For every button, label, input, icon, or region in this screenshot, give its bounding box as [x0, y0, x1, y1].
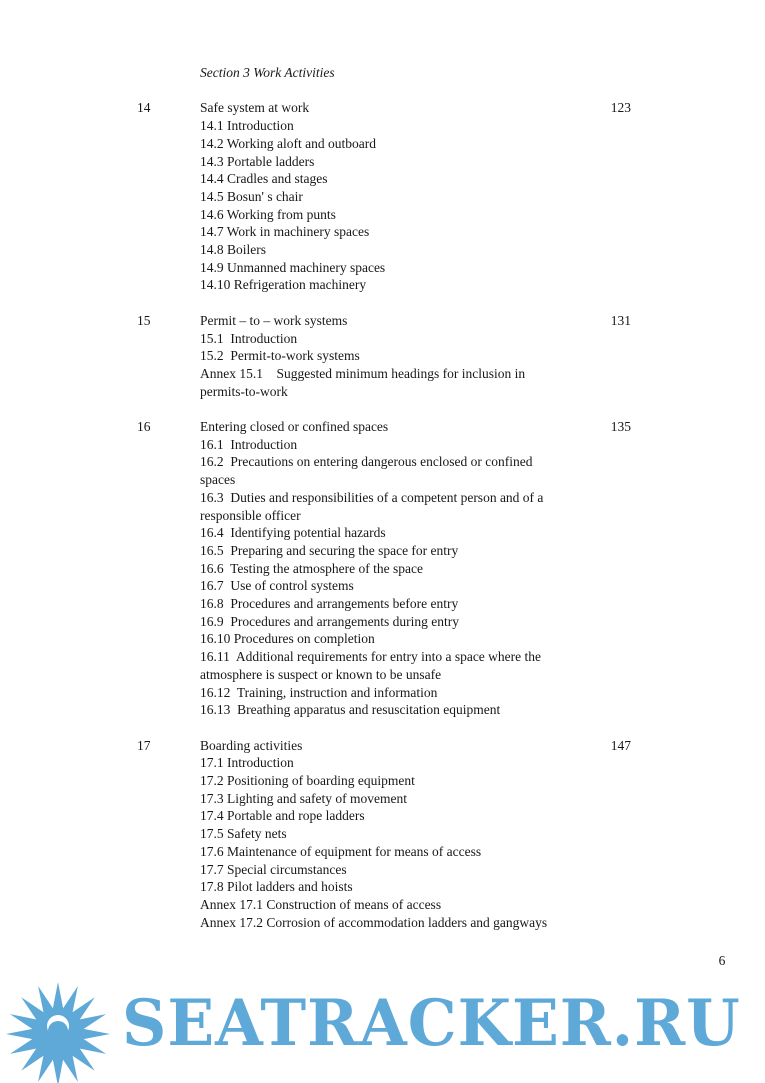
chapter-page-number: 135 [610, 419, 631, 435]
chapter-number: 14 [137, 100, 151, 116]
toc-item: 17.7 Special circumstances [200, 861, 347, 877]
toc-item: 17.4 Portable and rope ladders [200, 808, 365, 824]
toc-item: Annex 17.1 Construction of means of access [200, 896, 442, 912]
table-of-contents [137, 99, 631, 931]
chapter-title: Safe system at work [200, 100, 310, 116]
toc-item: 16.6 Testing the atmosphere of the space [200, 560, 423, 576]
chapter-title: Boarding activities [200, 737, 303, 753]
toc-chapter [137, 99, 631, 294]
toc-item: 16.13 Breathing apparatus and resuscitation equipment [200, 702, 501, 718]
chapter-items [200, 754, 552, 931]
toc-item: 16.12 Training, instruction and information [200, 684, 438, 700]
watermark [0, 971, 765, 1083]
toc-item: 14.3 Portable ladders [200, 153, 315, 169]
sun-icon [2, 978, 114, 1083]
toc-content [137, 64, 631, 931]
toc-item: 17.1 Introduction [200, 755, 294, 771]
toc-item: 16.5 Preparing and securing the space for entry [200, 542, 459, 558]
toc-item: 14.9 Unmanned machinery spaces [200, 259, 386, 275]
toc-item: 16.9 Procedures and arrangements during entry [200, 613, 460, 629]
toc-item: 16.2 Precautions on entering dangerous enclosed or confined spaces [200, 454, 536, 488]
toc-item: 17.5 Safety nets [200, 826, 287, 842]
chapter-items [200, 117, 552, 294]
toc-item: 17.3 Lighting and safety of movement [200, 790, 407, 806]
toc-item: 16.11 Additional requirements for entry into a space where the atmosphere is suspect or known to be unsafe [200, 649, 545, 682]
chapter-number: 16 [137, 419, 151, 435]
chapter-page-number: 131 [610, 312, 631, 328]
chapter-page-number: 147 [610, 737, 631, 753]
toc-item: 14.8 Boilers [200, 242, 266, 258]
toc-item: 14.4 Cradles and stages [200, 171, 328, 187]
toc-item: 14.7 Work in machinery spaces [200, 224, 370, 240]
toc-item: 14.10 Refrigeration machinery [200, 277, 367, 293]
chapter-title: Entering closed or confined spaces [200, 419, 389, 435]
chapter-heading [137, 99, 631, 117]
toc-chapter [137, 418, 631, 719]
chapter-heading [137, 737, 631, 755]
toc-item: 15.1 Introduction [200, 330, 298, 346]
chapter-number: 15 [137, 312, 151, 328]
toc-item: 16.1 Introduction [200, 436, 298, 452]
chapter-heading [137, 418, 631, 436]
toc-item: 14.5 Bosun' s chair [200, 188, 303, 204]
page-number: 6 [718, 953, 726, 968]
chapter-page-number: 123 [610, 100, 631, 116]
section-header: Section 3 Work Activities [200, 65, 335, 80]
toc-item: 16.4 Identifying potential hazards [200, 525, 386, 541]
toc-item: Annex 15.1 Suggested minimum headings for inclusion in permits-to-work [200, 365, 529, 399]
chapter-heading [137, 312, 631, 330]
toc-chapter [137, 312, 631, 401]
chapter-number: 17 [137, 737, 151, 753]
chapter-title: Permit – to – work systems [200, 312, 348, 328]
toc-chapter [137, 737, 631, 932]
toc-item: 14.2 Working aloft and outboard [200, 135, 377, 151]
watermark-text: SEATRACKER.RU [122, 986, 741, 1062]
toc-item: 17.8 Pilot ladders and hoists [200, 879, 353, 895]
toc-item: 15.2 Permit-to-work systems [200, 348, 360, 364]
toc-item: 17.2 Positioning of boarding equipment [200, 773, 415, 789]
toc-item: Annex 17.2 Corrosion of accommodation ladders and gangways [200, 914, 548, 930]
toc-item: 16.10 Procedures on completion [200, 631, 375, 647]
toc-item: 16.3 Duties and responsibilities of a competent person and of a responsible officer [200, 489, 547, 523]
toc-item: 14.6 Working from punts [200, 206, 336, 222]
toc-item: 16.8 Procedures and arrangements before entry [200, 596, 459, 612]
toc-item: 17.6 Maintenance of equipment for means of access [200, 843, 482, 859]
toc-item: 14.1 Introduction [200, 118, 294, 134]
chapter-items [200, 436, 552, 719]
chapter-items [200, 330, 552, 401]
toc-item: 16.7 Use of control systems [200, 578, 354, 594]
